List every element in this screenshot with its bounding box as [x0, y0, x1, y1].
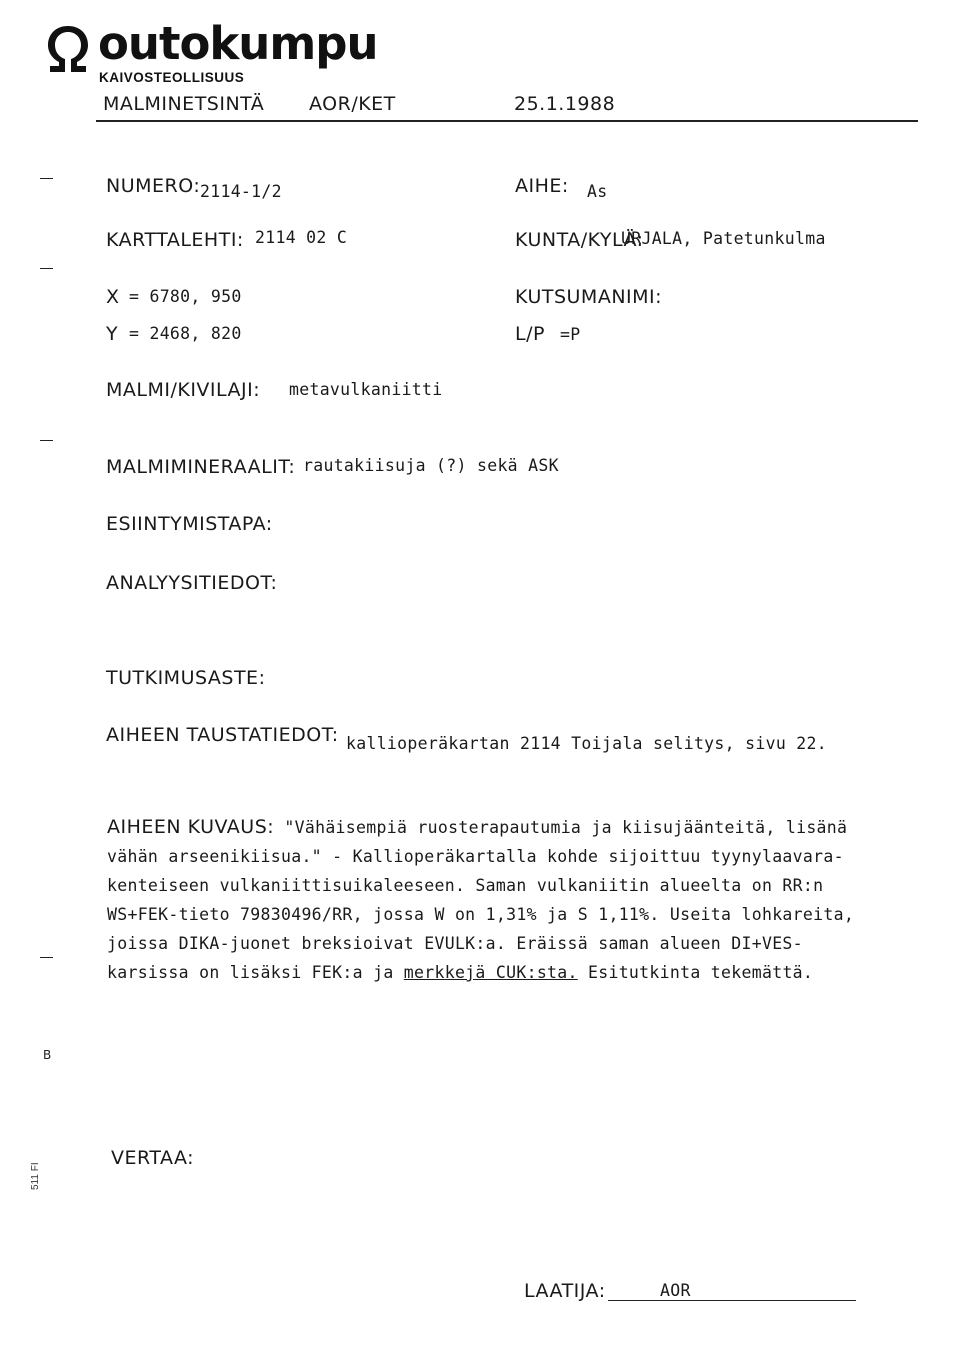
kuvaus-paragraph	[107, 813, 957, 987]
kunta-value: URJALA, Patetunkulma	[621, 229, 826, 248]
kunta-label: KUNTA/KYLÄ:	[515, 229, 644, 251]
y-label: Y	[106, 323, 119, 345]
analyysitiedot-label: ANALYYSITIEDOT:	[106, 572, 278, 594]
laatija-value: AOR	[660, 1281, 691, 1300]
kuvaus-line-1: "Vähäisempiä ruosterapautumia ja kiisujäänteitä, lisänä	[274, 818, 848, 837]
y-coordinate: = 2468, 820	[129, 324, 242, 343]
margin-tick	[40, 268, 53, 269]
vertaa-label: VERTAA:	[111, 1147, 195, 1169]
header-rule	[96, 120, 918, 122]
document-date: 25.1.1988	[514, 93, 616, 115]
lp-value: =P	[560, 325, 581, 344]
margin-tick	[40, 440, 53, 441]
karttalehti-label: KARTTALEHTI:	[106, 229, 244, 251]
kuvaus-line-5: joissa DIKA-juonet breksioivat EVULK:a. Eräissä saman alueen DI+VES-	[107, 934, 803, 953]
tutkimusaste-label: TUTKIMUSASTE:	[106, 667, 266, 689]
kuvaus-line-2: vähän arseenikiisua." - Kallioperäkartalla kohde sijoittuu tyynylaavara-	[107, 847, 844, 866]
laatija-signature-line	[608, 1300, 856, 1301]
numero-label: NUMERO:	[106, 175, 201, 197]
form-code: 511 FI	[30, 1162, 41, 1190]
kuvaus-label: AIHEEN KUVAUS:	[107, 816, 275, 838]
kuvaus-line-6c: Esitutkinta tekemättä.	[577, 963, 814, 982]
taustatiedot-value: kallioperäkartan 2114 Toijala selitys, sivu 22.	[346, 734, 827, 753]
malmi-kivilaji-label: MALMI/KIVILAJI:	[106, 379, 261, 401]
karttalehti-value: 2114 02 C	[255, 228, 348, 247]
department-label: MALMINETSINTÄ	[103, 93, 265, 115]
esiintymistapa-label: ESIINTYMISTAPA:	[106, 513, 273, 535]
margin-tick	[40, 178, 53, 179]
kuvaus-line-4: WS+FEK-tieto 79830496/RR, jossa W on 1,31% ja S 1,11%. Useita lohkareita,	[107, 905, 855, 924]
kuvaus-line-3: kenteiseen vulkaniittisuikaleeseen. Saman vulkaniitin alueelta on RR:n	[107, 876, 824, 895]
numero-value: 2114-1/2	[200, 182, 282, 201]
margin-tick	[40, 957, 53, 958]
kutsumanimi-label: KUTSUMANIMI:	[515, 286, 663, 308]
author-code: AOR/KET	[309, 93, 396, 115]
outokumpu-logo-icon	[44, 22, 92, 74]
logo-division: KAIVOSTEOLLISUUS	[99, 70, 245, 85]
taustatiedot-label: AIHEEN TAUSTATIEDOT:	[106, 724, 339, 746]
lp-label: L/P	[515, 323, 545, 345]
logo-wordmark: outokumpu	[98, 17, 378, 70]
x-coordinate: = 6780, 950	[129, 287, 242, 306]
malmimineraalit-label: MALMIMINERAALIT:	[106, 456, 296, 478]
aihe-label: AIHE:	[515, 175, 569, 197]
kuvaus-line-6-underlined: merkkejä CUK:sta.	[403, 963, 578, 982]
laatija-label: LAATIJA:	[524, 1280, 606, 1302]
malmi-kivilaji-value: metavulkaniitti	[289, 380, 443, 399]
malmimineraalit-value: rautakiisuja (?) sekä ASK	[303, 456, 559, 475]
kuvaus-line-6a: karsissa on lisäksi FEK:a ja	[107, 963, 404, 982]
margin-letter: B	[43, 1048, 52, 1062]
x-label: X	[106, 286, 120, 308]
aihe-value: As	[587, 182, 608, 201]
